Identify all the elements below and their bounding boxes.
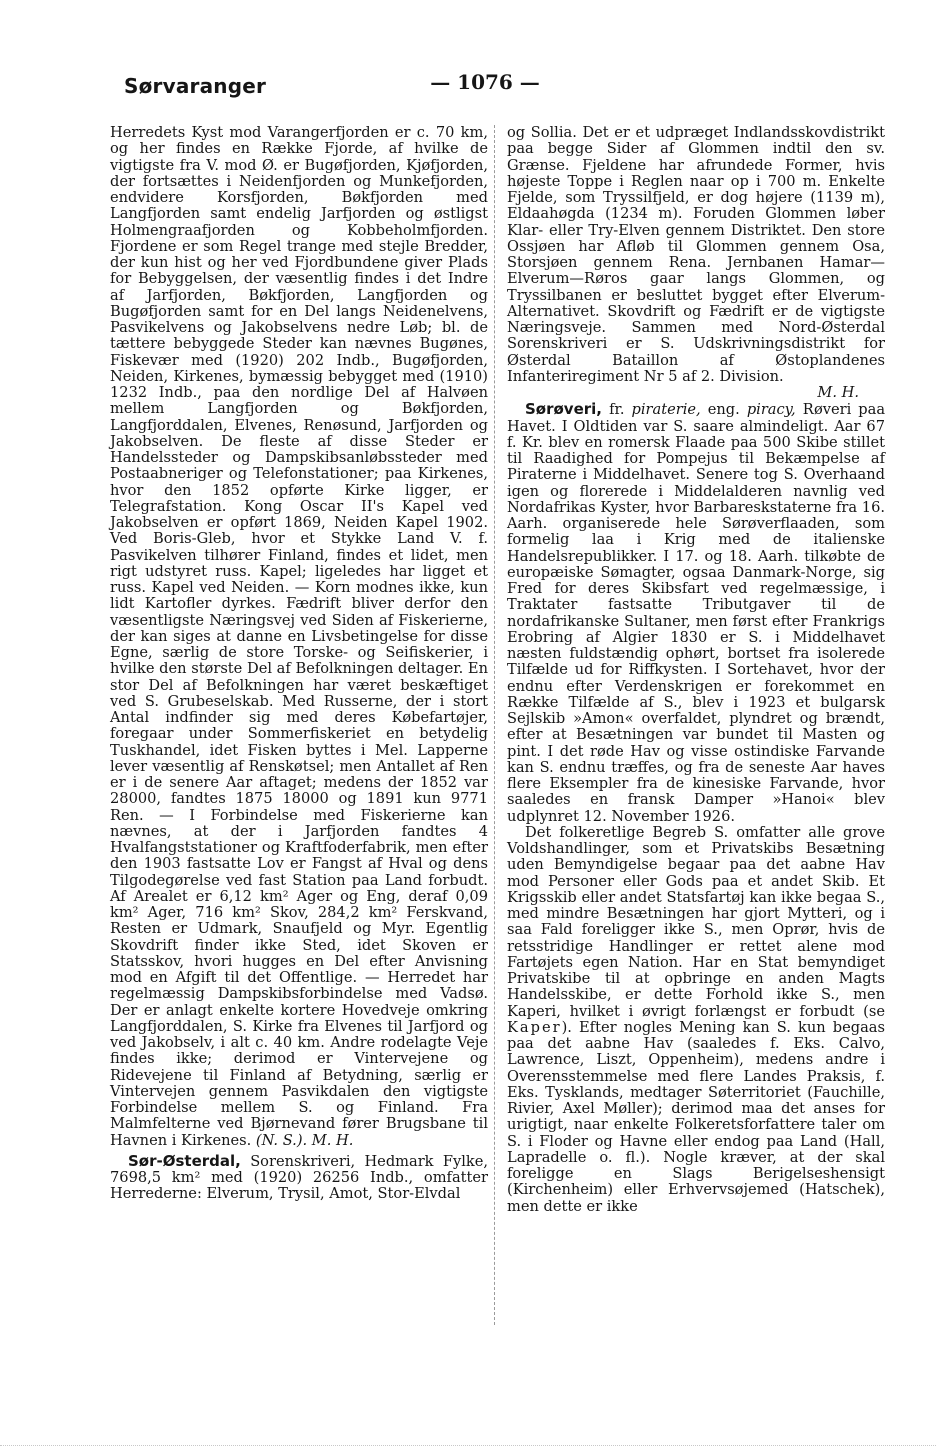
column-divider	[494, 125, 495, 1325]
left-column	[110, 125, 488, 1203]
entry-keyword: Sør-Østerdal,	[128, 1151, 241, 1170]
entry-sorøveri	[507, 401, 885, 825]
scan-bottom-edge	[0, 1445, 936, 1448]
running-head-title: Sørvaranger	[124, 74, 267, 98]
paragraph	[110, 125, 488, 1149]
paragraph	[507, 825, 885, 1215]
paragraph-text: Herredets Kyst mod Varangerfjorden er c. 70 km, og her findes en Række Fjorde, af hvilke de vigtigste fra V. mod Ø. er Bugøfjorden, Kjøfjorden, der fortsættes i Neidenfjorden og Munkefjorden, endvidere Korsfjorden, Bøkfjorden med Langfjorden samt endelig Jarfjorden og østligst Holmengraafjorden og Kobbeholmfjorden. Fjordene er som Regel trange med stejle Bredder, der kun hist og her ved Fjordbundene giver Plads for Bebyggelsen, der væsentlig findes i det Indre af Jarfjorden, Bøkfjorden, Langfjorden og Bugøfjorden samt for en Del langs Neidenelvens, Pasvikelvens og Jakobselvens nedre Løb; bl. de tættere bebyggede Steder kan nævnes Bugønes, Fiskevær med (1920) 202 Indb., Bugøfjorden, Neiden, Kirkenes, bymæssig bebygget med (1910) 1232 Indb., paa den nordlige Del af Halvøen mellem Langfjorden og Bøkfjorden, Langfjorddalen, Elvenes, Renøsund, Jarfjorden og Jakobselven. De fleste af disse Steder er Handelssteder og Dampskibsanløbssteder med Postaabneriger og Telefonstationer; paa Kirkenes, hvor den 1852 opførte Kirke ligger, er Telegrafstation. Kong Oscar II's Kapel ved Jakobselven er opført 1869, Neiden Kapel 1902. Ved Boris-Gleb, hvor et Stykke Land V. f. Pasvikelven tilhører Finland, findes et lidet, men rigt udstyret russ. Kapel; ligeledes har ligget et russ. Kapel ved Neiden. — Korn modnes ikke, kun lidt Kartofler dyrkes. Fædrift bliver derfor den væsentligste Næringsvej ved Siden af Fiskerierne, der kan siges at danne en Livsbetingelse for disse Egne, særlig de store Torske- og Seifiskerier, i hvilke den største Del af Befolkningen deltager. En stor Del af Befolkningen har været beskæftiget ved S. Grubeselskab. Med Russerne, der i stort Antal indfinder sig med deres Købefartøjer, foregaar under Sommerfiskeriet en betydelig Tuskhandel, idet Fisken byttes i Mel. Lapperne lever væsentlig af Renskøtsel; men Antallet af Ren er i de senere Aar aftaget; medens der 1852 var 28000, fandtes 1875 18000 og 1891 kun 9771 Ren. — I Forbindelse med Fiskerierne kan nævnes, at der i Jarfjorden fandtes 4 Hvalfangststationer og Kraftfoderfabrik, men efter den 1903 fastsatte Lov er Fangst af Hval og dens Tilgodegørelse ved fast Station paa Land forbudt. Af Arealet er 6,12 km² Ager og Eng, deraf 0,09 km² Ager, 716 km² Skov, 284,2 km² Ferskvand, Resten er Udmark, Snaufjeld og Myr. Egentlig Skovdrift finder ikke Sted, idet Skoven er Statsskov, hvori hugges en Del efter Anvisning mod en Afgift til det Offentlige. — Herredet har regelmæssig Dampskibsforbindelse med Vadsø. Der er anlagt enkelte kortere Hovedveje omkring Langfjorddalen, S. Kirke fra Elvenes til Jarfjord og ved Jakobselv, i alt c. 40 km. Andre rodelagte Veje findes ikke; derimod er Vintervejene og Ridevejene til Finland af Betydning, særlig er Vintervejen gennem Pasvikdalen den vigtigste Forbindelse mellem S. og Finland. Fra Malmfelterne ved Bjørnevand fører Brugsbane til Havnen i Kirkenes.	[110, 124, 488, 1149]
paragraph	[507, 125, 885, 385]
entry-text: Sorenskriveri, Hedmark Fylke, 7698,5 km² med (1920) 26256 Indb., omfatter Herrederne: Elverum, Trysil, Amot, Stor-Elvdal	[110, 1152, 488, 1203]
right-column	[507, 125, 885, 1215]
page-number: — 1076 —	[430, 70, 540, 94]
entry-text: Røveri paa Havet. I Oldtiden var S. saare almindeligt. Aar 67 f. Kr. blev en romersk Flaade paa 500 Skibe stillet til Raadighed for Pompejus til Bekæmpelse af Piraterne i Middelhavet. Senere tog S. Overhaand igen og florerede i Middelalderen navnlig ved Nordafrikas Kyster, hvor Barbareskstaterne fra 16. Aarh. organiserede hele Sørøverflaaden, som formelig laa i Krig med de italienske Handelsrepublikker. I 17. og 18. Aarh. tilkøbte de europæiske Sømagter, ogsaa Danmark-Norge, sig Fred for deres Skibsfart ved regelmæssige, i Traktater fastsatte Tributgaver til de nordafrikanske Sultaner, men først efter Frankrigs Erobring af Algier 1830 er S. i Middelhavet næsten fuldstændig ophørt, bortset fra isolerede Tilfælde ud for Riffkysten. I Sortehavet, hvor der endnu efter Verdenskrigen er forekommet en Række Tilfælde af S., blev i 1923 et bulgarsk Sejlskib »Amon« overfaldet, plyndret og brændt, efter at Besætningen var bundet til Masten og pint. I det røde Hav og visse ostindiske Farvande kan S. endnu træffes, og fra de seneste Aar haves flere Eksempler fra de kinesiske Farvande, hvor saaledes en fransk Damper »Hanoi« blev udplynret 12. November 1926.	[507, 401, 886, 825]
author-signature: M. H.	[817, 384, 859, 401]
entry-keyword: Sørøveri,	[525, 400, 602, 419]
paragraph-text: ). Efter nogles Mening kan S. kun begaas paa det aabne Hav (saaledes f. Eks. Calvo, Lawrence, Liszt, Oppenheim), medens andre i Overensstemmelse med flere Landes Praksis, f. Eks. Tysklands, medtager Søterritoriet (Fauchille, Rivier, Axel Møller); derimod maa det anses for urigtigt, naar enkelte Folkeretsforfattere taler om S. i Floder og Havne eller endog paa Land (Hall, Lapradelle o. fl.). Nogle kræver, at der skal foreligge en Slags Berigelseshensigt (Kirchenheim) eller Erhvervsøjemed (Hatschek), men dette er ikke	[507, 1018, 885, 1215]
paragraph-text: og Sollia. Det er et udpræget Indlandsskovdistrikt paa begge Sider af Glommen indtil den sv. Grænse. Fjeldene har afrundede Former, hvis højeste Toppe i Reglen naar op i 700 m. Enkelte Fjelde, som Tryssilfjeld, er dog højere (1139 m), Eldaahøgda (1234 m). Foruden Glommen løber Klar- eller Try-Elven gennem Distriktet. Den store Ossjøen har Afløb til Glommen gennem Osa, Storsjøen gennem Rena. Jernbanen Hamar—Elverum—Røros gaar langs Glommen, og Tryssilbanen er besluttet bygget efter Elverum-Alternativet. Skovdrift og Fædrift er de vigtigste Næringsveje. Sammen med Nord-Østerdal Sorenskriveri er S. Udskrivningsdistrikt for Østerdal Bataillon af Østoplandenes Infanteriregiment Nr 5 af 2. Division.	[507, 124, 885, 385]
paragraph-text: Det folkeretlige Begreb S. omfatter alle grove Voldshandlinger, som et Privatskibs Besætning uden Bemyndigelse begaar paa det aabne Hav mod Personer eller Gods paa et andet Skib. Et Krigsskib eller andet Statsfartøj kan ikke begaa S., med mindre Besætningen har gjort Mytteri, og i saa Fald foreligger ikke S., men Oprør, hvis de retsstridige Handlinger er rettet alene mod Fartøjets egen Nation. Har en Stat bemyndiget Privatskibe til at opbringe en anden Magts Handelsskibe, er dette Forhold ikke S., men Kaperi, hvilket i øvrigt forlængst er forbudt (se	[507, 823, 885, 1020]
etymology-eng-label: eng.	[707, 401, 740, 419]
etymology-eng-word: piracy,	[746, 401, 796, 419]
cross-reference: Kaper	[507, 1018, 562, 1036]
author-signature: (N. S.). M. H.	[255, 1131, 354, 1149]
etymology-fr-label: fr.	[609, 401, 625, 419]
page-header	[0, 0, 936, 110]
entry-sor-osterdal	[110, 1153, 488, 1203]
etymology-fr-word: piraterie,	[631, 401, 701, 419]
